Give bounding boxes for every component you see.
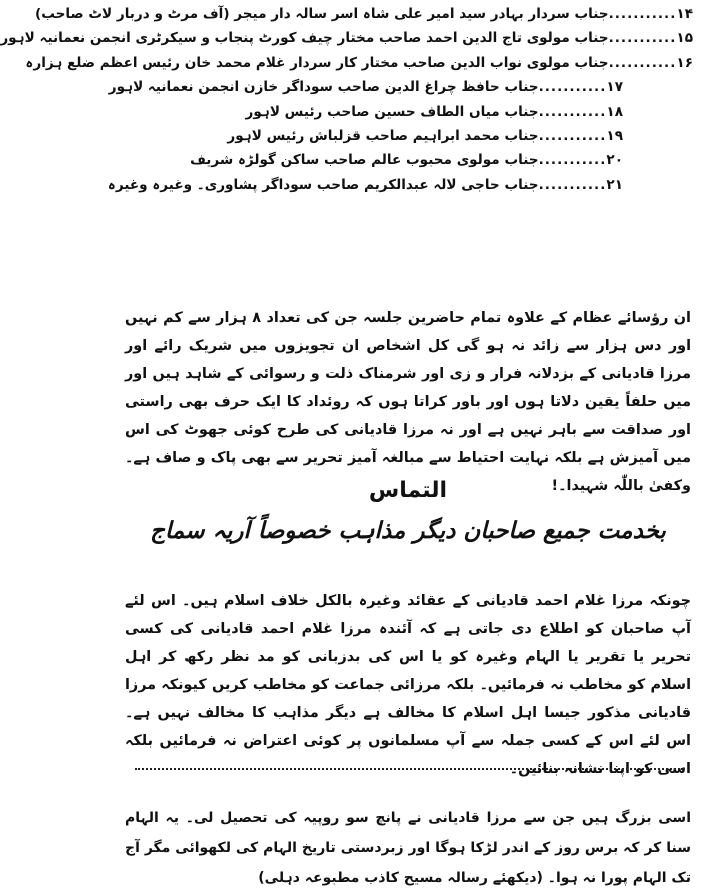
section-subheading: بخدمت جمیع صاحبان دیگر مذاہب خصوصاً آریہ سماج — [150, 518, 666, 544]
list-item-dots: ........... — [608, 6, 677, 22]
list-item-text: جناب محمد ابراہیم صاحب قزلباش رئیس لاہور — [227, 127, 539, 144]
list-item-dots: ........... — [538, 127, 607, 144]
list-item-number: ۱۶ — [676, 54, 693, 71]
list-item — [25, 51, 693, 75]
list-item-dots: ........... — [538, 79, 607, 96]
list-item-text: جناب سردار بہادر سید امیر علی شاہ اسر سالہ دار میجر (آف مرٹ و دربار لاٹ صاحب) — [34, 6, 609, 22]
list-item-dots: ........... — [538, 103, 607, 120]
list-item-number: ۱۸ — [606, 103, 623, 120]
list-item — [34, 2, 693, 26]
list-item-number: ۱۷ — [606, 79, 623, 96]
testimony-paragraph: ان رؤسائے عظام کے علاوہ تمام حاضرین جلسہ جن کی تعداد ۸ ہزار سے کم نہیں اور دس ہزار سے زائد نہ ہو گی کل اشخاص ان تجویزوں میں شریک رائے اور مرزا قادیانی کے بزدلانہ فرار و زی اور شرمناک ذلت و رسوائی کے شاہد ہیں اور میں حلفاً یقین دلاتا ہوں اور باور کراتا ہوں کہ روئداد کا ایک حرف بھی راستی اور صداقت سے باہر نہیں ہے اور نہ مرزا قادیانی کی طرح کوئی جھوٹ کی اس میں آمیزش ہے بلکہ نہایت احتیاط سے مبالغہ آمیز تحریر سے بھی پاک و صاف ہے۔ وکفیٰ باللّٰہ شہیدا۔! — [125, 310, 691, 495]
list-item-dots: ........... — [538, 152, 607, 169]
list-item — [0, 26, 693, 50]
list-item-dots: ........... — [538, 176, 607, 193]
list-item — [108, 75, 693, 99]
list-item — [107, 173, 693, 197]
list-item-number: ۱۵ — [676, 30, 693, 47]
list-item-text: جناب مولوی نواب الدین صاحب مختار کار سردار غلام محمد خان رئیس اعظم ضلع ہزارہ — [25, 54, 609, 71]
attendee-list — [0, 2, 693, 197]
list-item-dots: ........... — [608, 30, 677, 47]
footnote-divider — [135, 768, 683, 770]
list-item-number: ۱۹ — [606, 127, 623, 144]
list-item-text: جناب میاں الطاف حسین صاحب رئیس لاہور — [245, 103, 539, 120]
list-item-text: جناب مولوی تاج الدین احمد صاحب مختار چیف کورٹ پنجاب و سیکرٹری انجمن نعمانیہ لاہور — [0, 30, 609, 47]
request-paragraph: چونکہ مرزا غلام احمد قادیانی کے عقائد وغیرہ بالکل خلاف اسلام ہیں۔ اس لئے آپ صاحبان کو اطلاع دی جاتی ہے کہ آئندہ مرزا غلام احمد قادیانی کی کسی تحریر یا تقریر یا الہام وغیرہ کو یا اس کی بدزبانی کو مد نظر رکھ کر اہل اسلام کو مخاطب نہ فرمائیں۔ بلکہ مرزائی جماعت کو مخاطب کریں کیونکہ مرزا قادیانی مذکور جیسا اہل اسلام کا مخالف ہے دیگر مذاہب کا مخالف نہیں ہے۔ اس لئے اس کے کسی جملہ سے آپ مسلمانوں پر کوئی اعتراض نہ فرمائیں بلکہ اسی کو اپنا نشانہ بنائیں۔ — [125, 593, 691, 778]
footnote: اسی بزرگ ہیں جن سے مرزا قادیانی نے پانچ سو روپیہ کی تحصیل لی۔ یہ الہام سنا کر کہ برس روز کے اندر لڑکا ہوگا اور زبردستی تاریخ الہام کی لکھوائی مگر آج تک الہام پورا نہ ہوا۔ (دیکھئے رسالہ مسیح کاذب مطبوعہ دہلی) — [125, 810, 691, 886]
section-heading: التماس — [368, 478, 448, 503]
list-item-number: ۲۱ — [606, 176, 623, 193]
list-item — [123, 148, 693, 172]
list-item-number: ۱۴ — [676, 6, 693, 22]
list-item — [123, 124, 693, 148]
list-item-text: جناب حافظ چراغ الدین صاحب سوداگر خازن انجمن نعمانیہ لاہور — [108, 79, 539, 96]
list-item-text: جناب حاجی لالہ عبدالکریم صاحب سوداگر پشاوری۔ وغیرہ وغیرہ — [107, 176, 539, 193]
list-item-number: ۲۰ — [606, 152, 623, 169]
list-item-dots: ........... — [608, 54, 677, 71]
list-item — [123, 100, 693, 124]
list-item-text: جناب مولوی محبوب عالم صاحب ساکن گولڑہ شریف — [190, 152, 539, 169]
